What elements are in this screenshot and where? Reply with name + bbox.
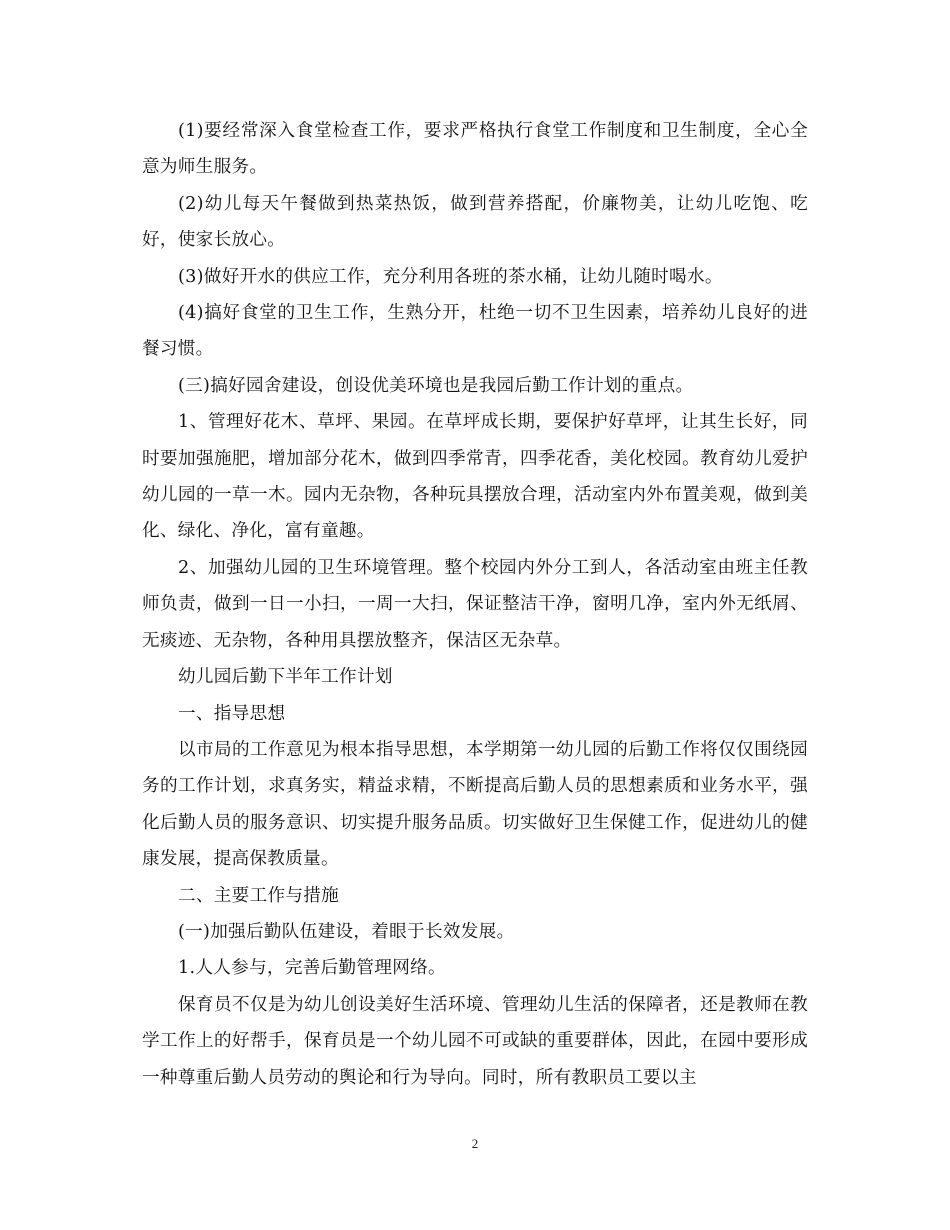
paragraph-caregivers: 保育员不仅是为幼儿创设美好生活环境、管理幼儿生活的保障者，还是教师在教学工作上的好帮手，保育员是一个幼儿园不可或缺的重要群体，因此，在园中要形成一种尊重后勤人员劳动的舆论和行为导向。同时，所有教职员工要以主 bbox=[142, 994, 808, 1088]
paragraph-canteen-hygiene: (4)搞好食堂的卫生工作，生熟分开，杜绝一切不卫生因素，培养幼儿良好的进餐习惯。 bbox=[142, 303, 808, 360]
page-content bbox=[142, 113, 808, 1096]
section-heading-guiding-ideology: 一、指导思想 bbox=[178, 703, 286, 724]
paragraph-greenery: 1、管理好花木、草坪、果园。在草坪成长期，要保护好草坪，让其生长好，同时要加强施肥，增加部分花木，做到四季常青，四季花香，美化校园。教育幼儿爱护幼儿园的一草一木。园内无杂物，各种玩具摆放合理，活动室内外布置美观，做到美化、绿化、净化，富有童趣。 bbox=[142, 412, 808, 542]
paragraph-water-supply: (3)做好开水的供应工作，充分利用各班的茶水桶，让幼儿随时喝水。 bbox=[178, 266, 723, 287]
section-heading-main-measures: 二、主要工作与措施 bbox=[178, 885, 340, 906]
section-heading-campus-building: (三)搞好园舍建设，创设优美环境也是我园后勤工作计划的重点。 bbox=[178, 375, 694, 396]
paragraph-sanitation: 2、加强幼儿园的卫生环境管理。整个校园内外分工到人，各活动室由班主任教师负责，做到一日一小扫，一周一大扫，保证整洁干净，窗明几净，室内外无纸屑、无痰迹、无杂物，各种用具摆放整齐，保洁区无杂草。 bbox=[142, 557, 808, 651]
page-number: 2 bbox=[471, 1136, 479, 1151]
subsection-heading-management-network: 1.人人参与，完善后勤管理网络。 bbox=[178, 958, 446, 979]
paragraph-lunch: (2)幼儿每天午餐做到热菜热饭，做到营养搭配，价廉物美，让幼儿吃饱、吃好，使家长放心。 bbox=[142, 193, 808, 251]
paragraph-guiding-ideology: 以市局的工作意见为根本指导思想，本学期第一幼儿园的后勤工作将仅仅围绕园务的工作计划，求真务实，精益求精，不断提高后勤人员的思想素质和业务水平，强化后勤人员的服务意识、切实提升服务品质。切实做好卫生保健工作，促进幼儿的健康发展，提高保教质量。 bbox=[142, 739, 808, 870]
subsection-heading-team-building: (一)加强后勤队伍建设，着眼于长效发展。 bbox=[178, 921, 515, 942]
document-title: 幼儿园后勤下半年工作计划 bbox=[178, 667, 393, 688]
paragraph-canteen-inspection: (1)要经常深入食堂检查工作，要求严格执行食堂工作制度和卫生制度，全心全意为师生服务。 bbox=[142, 121, 808, 178]
